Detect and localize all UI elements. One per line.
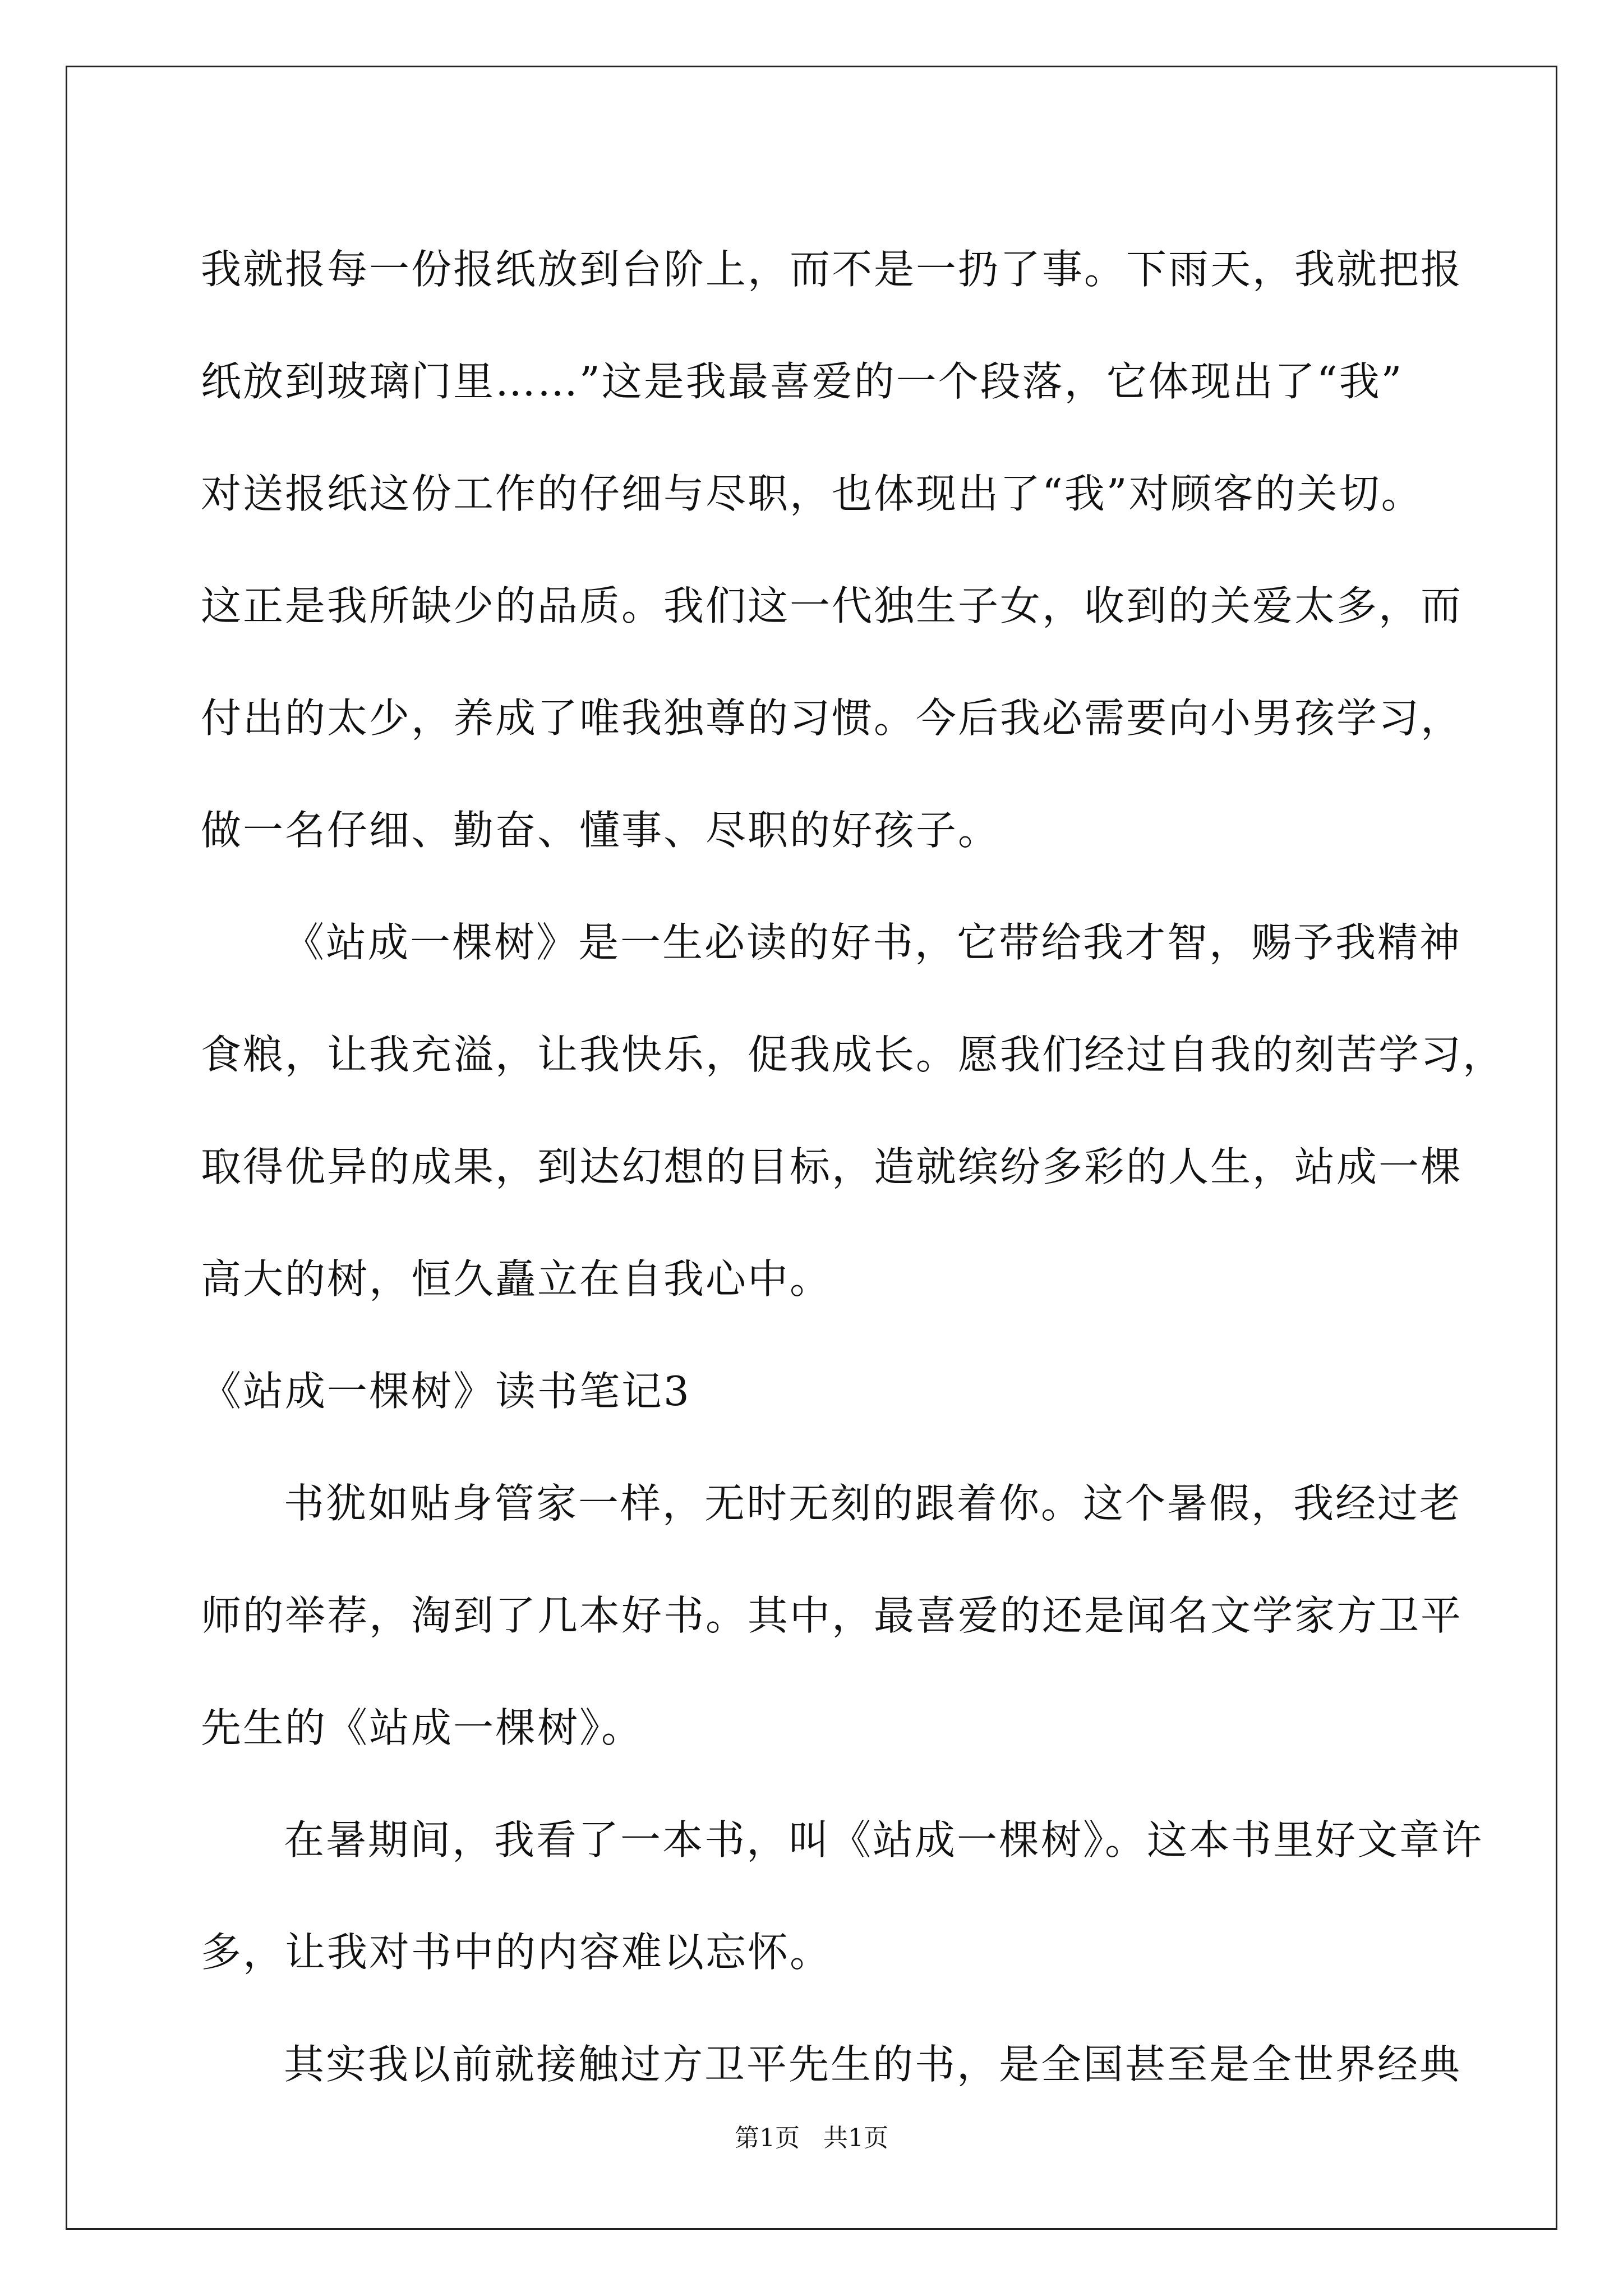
text-line-17: 其实我以前就接触过方卫平先生的书，是全国甚至是全世界经典 bbox=[284, 2041, 1462, 2088]
text-line-16: 多，让我对书中的内容难以忘怀。 bbox=[201, 1929, 832, 1976]
text-line-14: 先生的《站成一棵树》。 bbox=[201, 1704, 644, 1751]
text-line-3: 对送报纸这份工作的仔细与尽职，也体现出了“我”对顾客的关切。 bbox=[201, 470, 1423, 517]
text-line-7: 《站成一棵树》是一生必读的好书，它带给我才智，赐予我精神 bbox=[284, 919, 1462, 966]
text-line-6: 做一名仔细、勤奋、懂事、尽职的好孩子。 bbox=[201, 807, 1000, 854]
text-line-10: 高大的树，恒久矗立在自我心中。 bbox=[201, 1255, 832, 1303]
page-footer: 第1页 共1页 bbox=[735, 2124, 888, 2152]
text-line-5: 付出的太少，养成了唯我独尊的习惯。今后我必需要向小男孩学习， bbox=[201, 694, 1463, 742]
document-body bbox=[201, 213, 1505, 2120]
text-line-4: 这正是我所缺少的品质。我们这一代独生子女，收到的关爱太多，而 bbox=[201, 582, 1463, 629]
text-line-9: 取得优异的成果，到达幻想的目标，造就缤纷多彩的人生，站成一棵 bbox=[201, 1143, 1463, 1190]
text-line-12: 书犹如贴身管家一样，无时无刻的跟着你。这个暑假，我经过老 bbox=[284, 1480, 1462, 1527]
text-line-8: 食粮，让我充溢，让我快乐，促我成长。愿我们经过自我的刻苦学习， bbox=[201, 1031, 1505, 1078]
text-line-1: 我就报每一份报纸放到台阶上，而不是一扔了事。下雨天，我就把报 bbox=[201, 246, 1463, 293]
text-line-15: 在暑期间，我看了一本书，叫《站成一棵树》。这本书里好文章许 bbox=[284, 1816, 1484, 1864]
text-line-2: 纸放到玻璃门里……”这是我最喜爱的一个段落，它体现出了“我” bbox=[201, 358, 1404, 405]
section-heading: 《站成一棵树》读书笔记3 bbox=[201, 1368, 691, 1415]
text-line-13: 师的举荐，淘到了几本好书。其中，最喜爱的还是闻名文学家方卫平 bbox=[201, 1592, 1463, 1639]
